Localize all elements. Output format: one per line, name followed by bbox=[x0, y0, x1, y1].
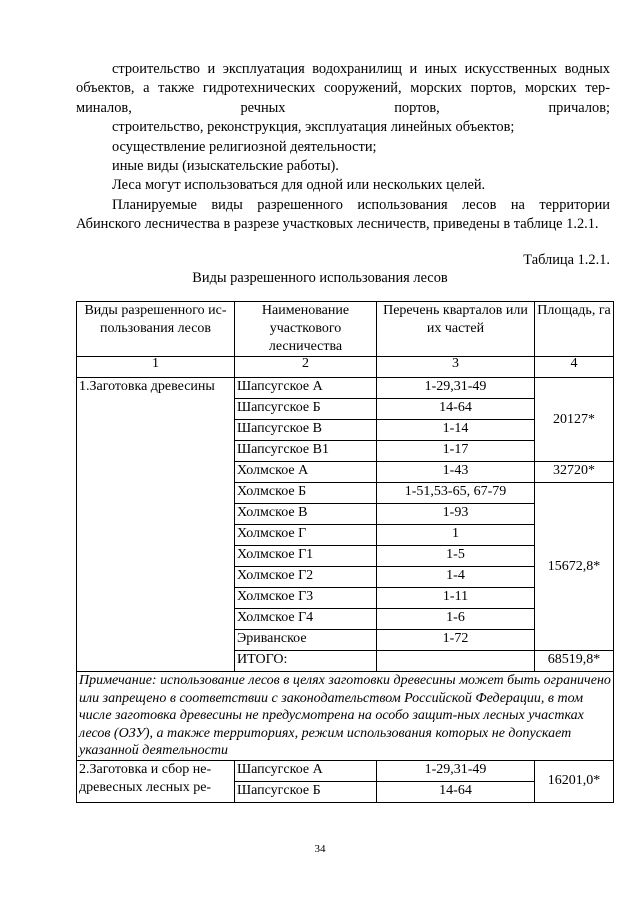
district-cell: Холмское Г4 bbox=[235, 609, 377, 630]
quarters-cell: 1-11 bbox=[377, 588, 535, 609]
forest-use-table bbox=[76, 301, 614, 803]
district-cell: Шапсугское Б bbox=[235, 781, 377, 802]
total-quarters-cell bbox=[377, 651, 535, 672]
total-label: ИТОГО: bbox=[235, 651, 377, 672]
quarters-cell: 1-93 bbox=[377, 504, 535, 525]
total-value: 68519,8* bbox=[535, 651, 614, 672]
table-header-row bbox=[77, 302, 614, 357]
area-cell: 32720* bbox=[535, 462, 614, 483]
district-cell: Шапсугское А bbox=[235, 760, 377, 781]
district-cell: Холмское А bbox=[235, 462, 377, 483]
header-use-type: Виды разрешенного ис-пользования лесов bbox=[77, 302, 235, 357]
column-number: 4 bbox=[535, 357, 614, 378]
column-number: 2 bbox=[235, 357, 377, 378]
paragraph-other: иные виды (изыскательские работы). bbox=[112, 158, 339, 175]
quarters-cell: 1-6 bbox=[377, 609, 535, 630]
paragraph-linear-objects: строительство, реконструкция, эксплуатация линейных объектов; bbox=[112, 119, 515, 136]
paragraph-multiple-purposes: Леса могут использоваться для одной или нескольких целей. bbox=[112, 177, 486, 194]
quarters-cell: 1-29,31-49 bbox=[377, 378, 535, 399]
table-title: Виды разрешенного использования лесов bbox=[192, 270, 448, 286]
district-cell: Шапсугское А bbox=[235, 378, 377, 399]
district-cell: Холмское Г1 bbox=[235, 546, 377, 567]
quarters-cell: 1-43 bbox=[377, 462, 535, 483]
area-cell: 20127* bbox=[535, 378, 614, 462]
intro-text bbox=[76, 60, 610, 235]
header-district: Наименование участкового лесничества bbox=[235, 302, 377, 357]
quarters-cell: 1-5 bbox=[377, 546, 535, 567]
table-note-row bbox=[77, 672, 614, 761]
district-cell: Эриванское bbox=[235, 630, 377, 651]
quarters-cell: 1-72 bbox=[377, 630, 535, 651]
use-type-cell: 2.Заготовка и сбор не-древесных лесных ре- bbox=[77, 760, 235, 802]
column-number: 3 bbox=[377, 357, 535, 378]
table-row bbox=[77, 378, 614, 399]
table-number-row bbox=[77, 357, 614, 378]
table-row bbox=[77, 760, 614, 781]
district-cell: Холмское Б bbox=[235, 483, 377, 504]
paragraph-reservoirs: строительство и эксплуатация водохранилищ и иных искусственных водных объектов, а также гидротехнических сооружений, морских портов, морских тер-миналов, речных портов, причалов; bbox=[76, 61, 610, 116]
quarters-cell: 1-29,31-49 bbox=[377, 760, 535, 781]
district-cell: Холмское Г bbox=[235, 525, 377, 546]
district-cell: Шапсугское В1 bbox=[235, 441, 377, 462]
header-area: Площадь, га bbox=[535, 302, 614, 357]
quarters-cell: 14-64 bbox=[377, 781, 535, 802]
header-quarters: Перечень кварталов или их частей bbox=[377, 302, 535, 357]
quarters-cell: 1 bbox=[377, 525, 535, 546]
paragraph-religious: осуществление религиозной деятельности; bbox=[112, 138, 377, 155]
quarters-cell: 1-4 bbox=[377, 567, 535, 588]
page-number: 34 bbox=[314, 843, 326, 855]
district-cell: Шапсугское Б bbox=[235, 399, 377, 420]
district-cell: Холмское В bbox=[235, 504, 377, 525]
table-caption: Таблица 1.2.1. bbox=[523, 252, 610, 268]
use-type-cell: 1.Заготовка древесины bbox=[77, 378, 235, 672]
quarters-cell: 14-64 bbox=[377, 399, 535, 420]
paragraph-planned-uses: Планируемые виды разрешенного использования лесов на территории Абинского лесничества в разрезе участковых лесничеств, приведены в таблице 1.2.1. bbox=[76, 196, 610, 233]
quarters-cell: 1-51,53-65, 67-79 bbox=[377, 483, 535, 504]
district-cell: Холмское Г2 bbox=[235, 567, 377, 588]
area-cell: 16201,0* bbox=[535, 760, 614, 802]
column-number: 1 bbox=[77, 357, 235, 378]
table-note: Примечание: использование лесов в целях заготовки древесины может быть ограничено или запрещено в соответствии с законодательством Российской Федерации, в том числе заготовка древесины не предусмотрена на особо защит-ных лесных участках лесов (ОЗУ), а также территориях, режим использования которых не допускает указанной деятельности bbox=[77, 672, 614, 761]
area-cell: 15672,8* bbox=[535, 483, 614, 651]
quarters-cell: 1-14 bbox=[377, 420, 535, 441]
district-cell: Шапсугское В bbox=[235, 420, 377, 441]
district-cell: Холмское Г3 bbox=[235, 588, 377, 609]
quarters-cell: 1-17 bbox=[377, 441, 535, 462]
